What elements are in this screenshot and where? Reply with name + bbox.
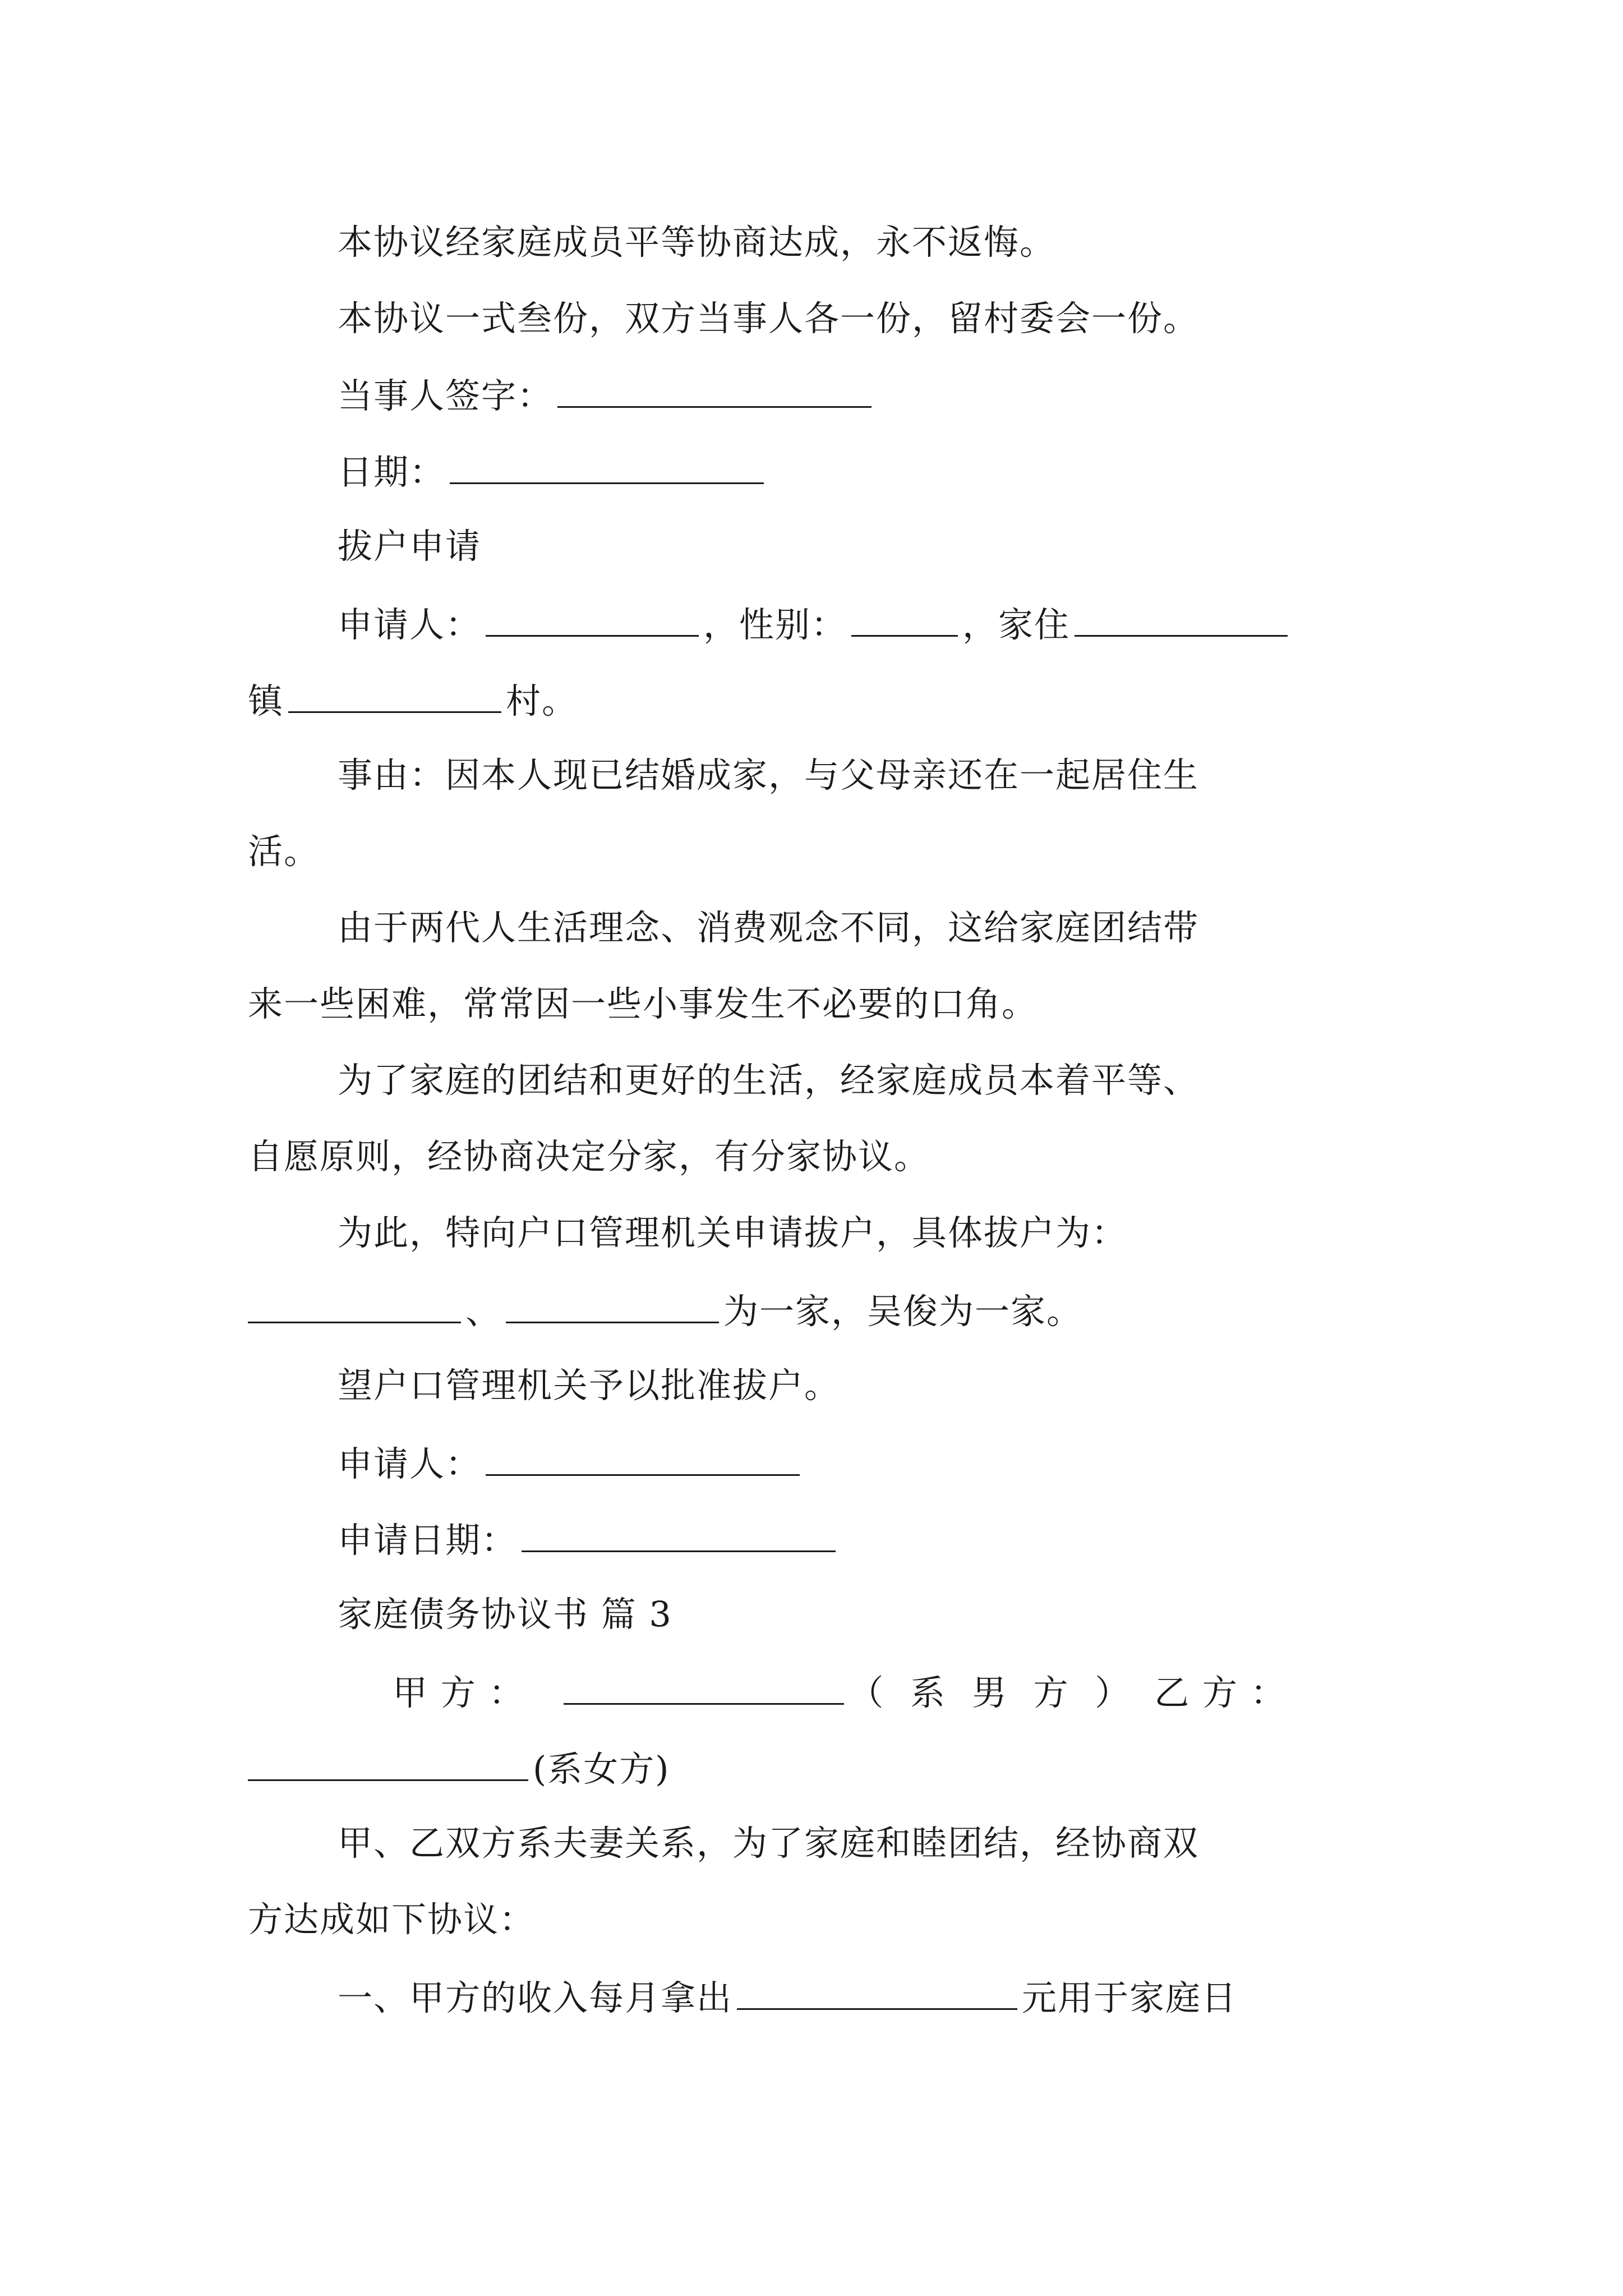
residence-label: ，家住 <box>962 604 1071 645</box>
paragraph-request-line-1: 为此，特向户口管理机关申请拔户，具体拔户为： <box>338 1212 1128 1253</box>
item-one-amount-blank <box>737 1973 1017 2010</box>
town-label: 镇 <box>248 680 284 721</box>
paragraph-relationship-line-2: 方达成如下协议： <box>248 1899 536 1940</box>
party-b-line <box>248 1745 670 1792</box>
paragraph-decision-line-2: 自愿原则，经协商决定分家，有分家协议。 <box>248 1136 930 1177</box>
applicant-sign-line <box>338 1439 804 1487</box>
paragraph-agreement-final: 本协议经家庭成员平等协商达成，永不返悔。 <box>338 222 1056 263</box>
residence-blank <box>1075 600 1288 637</box>
section-title-debt-agreement: 家庭债务协议书 篇 3 <box>338 1594 672 1635</box>
paragraph-conflict-line-2: 来一些困难，常常因一些小事发生不必要的口角。 <box>248 983 1038 1024</box>
party-a-blank <box>564 1668 844 1705</box>
apply-date-line <box>338 1516 840 1563</box>
party-a-note: （ 系 男 方 ） <box>849 1672 1138 1713</box>
paragraph-decision-line-1: 为了家庭的团结和更好的生活，经家庭成员本着平等、 <box>338 1060 1200 1101</box>
reason-line-2: 活。 <box>248 831 320 872</box>
date-line <box>338 448 768 495</box>
paragraph-approval: 望户口管理机关予以批准拔户。 <box>338 1365 841 1406</box>
member-separator: 、 <box>465 1291 502 1332</box>
village-label: 村。 <box>506 680 578 721</box>
applicant-info-line <box>338 600 1292 647</box>
town-village-line <box>248 677 578 724</box>
paragraph-conflict-line-1: 由于两代人生活理念、消费观念不同，这给家庭团结带 <box>338 907 1200 948</box>
date-blank <box>450 448 764 484</box>
applicant-name-blank <box>486 600 699 637</box>
applicant-sign-blank <box>486 1439 800 1476</box>
party-a-label: 甲 方 ： <box>393 1672 525 1713</box>
signature-blank <box>557 371 872 408</box>
applicant-label: 申请人： <box>338 604 482 645</box>
member-blank-2 <box>506 1287 719 1323</box>
party-b-blank <box>248 1745 528 1781</box>
item-one-suffix: 元用于家庭日 <box>1022 1977 1238 2018</box>
party-b-note: (系女方) <box>533 1749 670 1789</box>
party-b-label: 乙 方 ： <box>1154 1672 1287 1713</box>
signature-label: 当事人签字： <box>338 375 554 416</box>
applicant-sign-label: 申请人： <box>338 1443 482 1484</box>
date-label: 日期： <box>338 452 446 493</box>
item-one-prefix: 一、甲方的收入每月拿出 <box>338 1977 733 2018</box>
request-tail: 为一家，吴俊为一家。 <box>723 1291 1083 1332</box>
member-blank-1 <box>248 1287 461 1323</box>
reason-line-1: 事由：因本人现已结婚成家，与父母亲还在一起居住生 <box>338 754 1200 795</box>
town-blank <box>288 677 501 713</box>
section-title-household-split: 拔户申请 <box>338 526 482 567</box>
apply-date-label: 申请日期： <box>338 1520 518 1561</box>
paragraph-copies: 本协议一式叁份，双方当事人各一份，留村委会一份。 <box>338 298 1200 339</box>
signature-line <box>338 371 876 418</box>
apply-date-blank <box>522 1516 836 1552</box>
gender-label: ，性别： <box>703 604 847 645</box>
item-one-line <box>338 1973 1237 2021</box>
paragraph-relationship-line-1: 甲、乙双方系夫妻关系，为了家庭和睦团结，经协商双 <box>338 1823 1200 1864</box>
paragraph-request-line-2 <box>248 1287 1082 1334</box>
gender-blank <box>851 600 958 637</box>
parties-line <box>393 1668 1287 1715</box>
